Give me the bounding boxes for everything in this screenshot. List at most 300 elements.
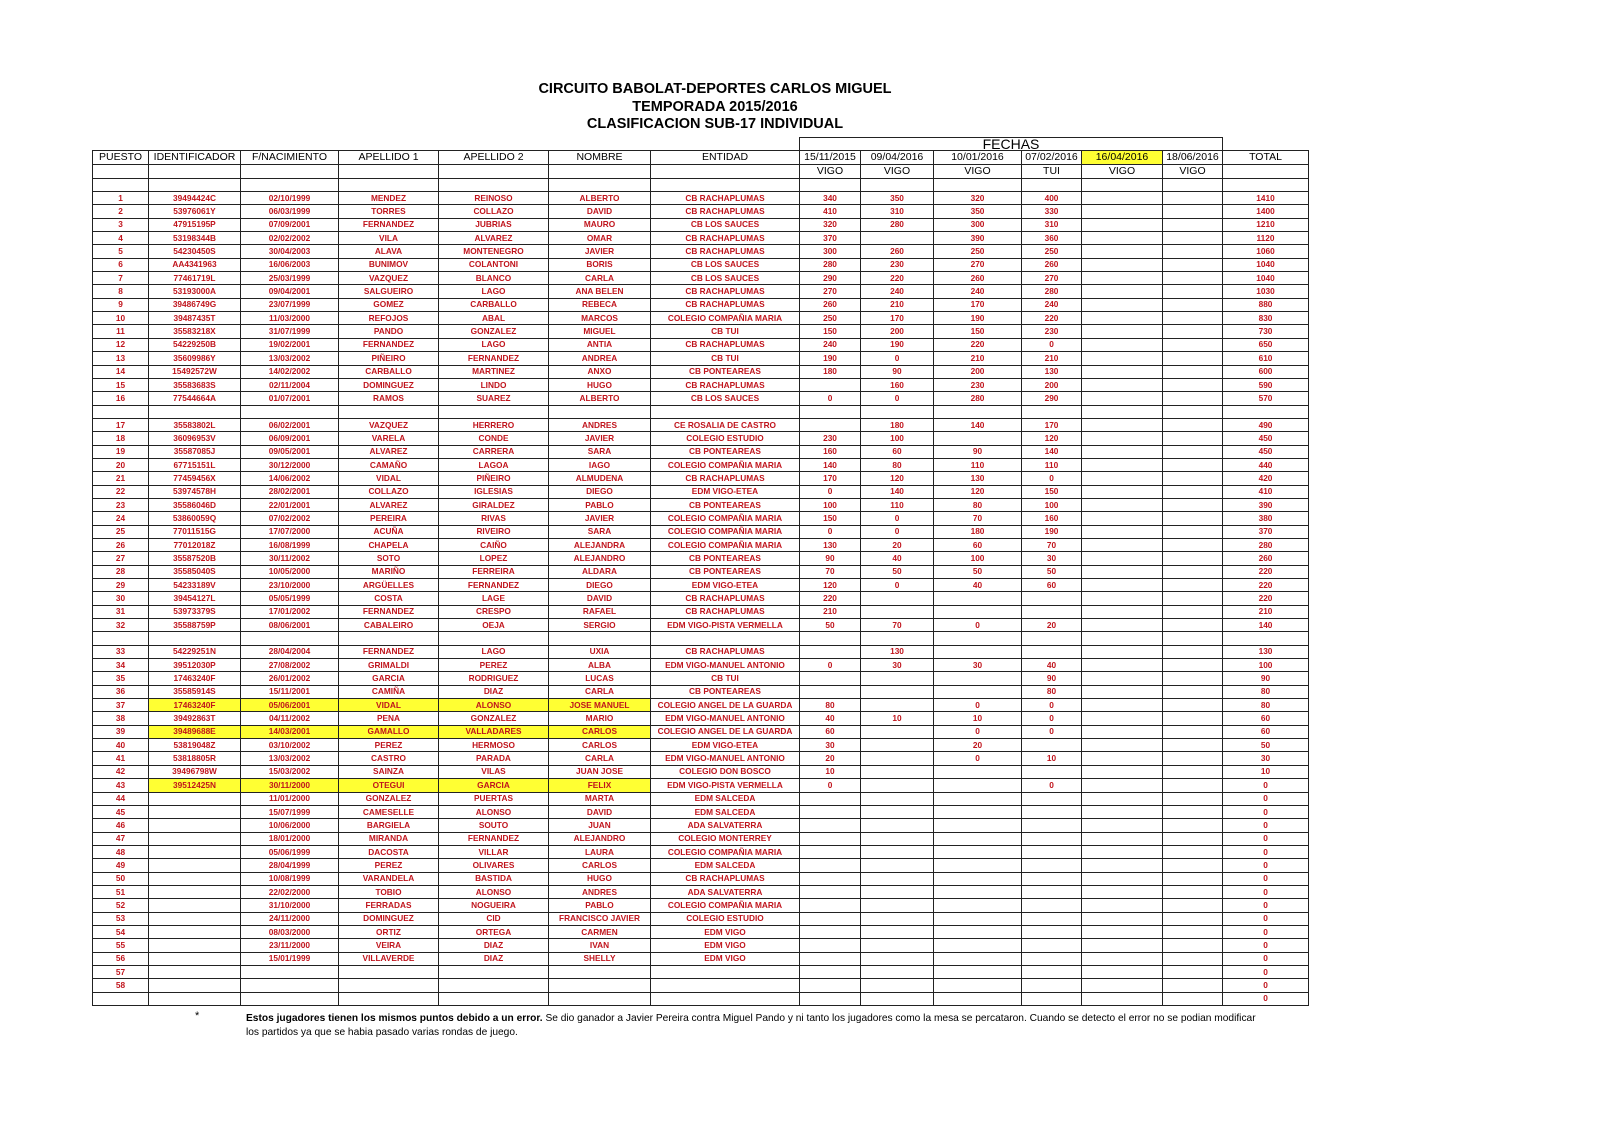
table-cell: ANDRES [549,885,651,898]
table-cell: 0 [800,779,861,792]
table-row [93,632,1309,645]
table-cell: 120 [934,485,1022,498]
table-cell: PEREZ [439,659,549,672]
table-cell: 11 [93,325,149,338]
table-cell: 0 [861,392,934,405]
table-cell: HUGO [549,872,651,885]
table-cell: 220 [861,272,934,285]
table-cell: 53973379S [149,605,241,618]
table-cell [861,805,934,818]
table-cell [1082,405,1163,418]
table-cell: COLLAZO [339,485,439,498]
table-cell: COLEGIO ANGEL DE LA GUARDA [651,699,800,712]
table-cell: 200 [934,365,1022,378]
table-cell: VEIRA [339,939,439,952]
table-cell [861,765,934,778]
table-cell [241,405,339,418]
table-cell [1082,205,1163,218]
table-cell: 880 [1223,298,1309,311]
empty-cell [549,165,651,178]
table-cell: 9 [93,298,149,311]
table-cell [1082,965,1163,978]
table-cell: ALEJANDRA [549,538,651,551]
table-cell [934,405,1022,418]
empty-cell [241,178,339,191]
table-cell: COLEGIO COMPAÑIA MARIA [651,312,800,325]
table-cell [1163,538,1223,551]
table-cell: CB RACHAPLUMAS [651,605,800,618]
table-cell: 230 [861,258,934,271]
table-cell: SERGIO [549,619,651,632]
table-cell [1163,925,1223,938]
table-row [93,445,1309,458]
empty-cell [651,178,800,191]
table-cell: CB TUI [651,352,800,365]
table-cell [861,685,934,698]
table-cell: PUERTAS [439,792,549,805]
table-cell [1082,645,1163,658]
table-cell [1163,205,1223,218]
table-cell: 13/03/2002 [241,352,339,365]
table-cell: 90 [1022,672,1082,685]
table-cell: 0 [934,619,1022,632]
table-cell: 40 [934,579,1022,592]
table-cell [800,819,861,832]
table-cell [1022,792,1082,805]
table-cell: GOMEZ [339,298,439,311]
table-cell [1163,752,1223,765]
table-cell [1163,445,1223,458]
table-cell [1082,192,1163,205]
table-cell: MIGUEL [549,325,651,338]
table-cell: SOUTO [439,819,549,832]
table-cell: 14/03/2001 [241,725,339,738]
table-cell [1163,232,1223,245]
table-cell: JUAN [549,819,651,832]
table-cell: 77544664A [149,392,241,405]
table-cell [934,965,1022,978]
table-cell [1082,432,1163,445]
table-cell [934,819,1022,832]
footnote-text: Se dio ganador a Javier Pereira contra Miguel Pando y ni tanto los jugadores como la mesa se percataron. Cuando se detecto el error no se podian modificar los partidos ya que se habia pasado varias rondas de juego. [246,1013,1256,1038]
table-row [93,779,1309,792]
table-row [93,485,1309,498]
table-cell [1163,779,1223,792]
table-row [93,325,1309,338]
table-cell: 220 [1022,312,1082,325]
table-cell: 0 [1022,699,1082,712]
table-cell [149,872,241,885]
table-cell: 200 [1022,378,1082,391]
table-cell: 47 [93,832,149,845]
table-cell: ALBERTO [549,392,651,405]
table-cell: ANA BELEN [549,285,651,298]
footnote [246,1012,1266,1039]
table-cell [1082,218,1163,231]
table-cell: 300 [934,218,1022,231]
table-cell: 110 [934,458,1022,471]
table-cell [1022,992,1082,1005]
table-cell: 46 [93,819,149,832]
table-cell [93,992,149,1005]
table-row [93,432,1309,445]
table-row [93,805,1309,818]
table-cell: 23/10/2000 [241,579,339,592]
table-cell: 310 [1022,218,1082,231]
table-cell [549,965,651,978]
table-cell [861,979,934,992]
table-cell [1163,605,1223,618]
table-cell: CB PONTEAREAS [651,365,800,378]
table-cell [1082,912,1163,925]
table-cell: 410 [1223,485,1309,498]
empty-cell [339,178,439,191]
table-cell: RIVAS [439,512,549,525]
table-cell: COLEGIO MONTERREY [651,832,800,845]
table-cell: 160 [800,445,861,458]
table-cell [1082,752,1163,765]
table-cell: COLANTONI [439,258,549,271]
table-cell [1082,458,1163,471]
table-cell: 240 [861,285,934,298]
table-cell: 830 [1223,312,1309,325]
table-cell: 210 [934,352,1022,365]
table-cell: 370 [1223,525,1309,538]
table-cell [1163,872,1223,885]
table-cell: CB PONTEAREAS [651,552,800,565]
table-cell [1082,939,1163,952]
table-cell [1163,298,1223,311]
table-cell: CB RACHAPLUMAS [651,192,800,205]
table-cell: COLEGIO ANGEL DE LA GUARDA [651,725,800,738]
table-row [93,925,1309,938]
table-cell: EDM VIGO-PISTA VERMELLA [651,779,800,792]
table-cell [1163,352,1223,365]
table-cell: 210 [1223,605,1309,618]
column-header: 07/02/2016 [1022,151,1082,165]
table-cell: FERRADAS [339,899,439,912]
table-cell: 11/03/2000 [241,312,339,325]
table-cell: 0 [1223,912,1309,925]
table-cell [549,632,651,645]
table-cell [1163,192,1223,205]
table-cell: 14/06/2002 [241,472,339,485]
table-cell: PARADA [439,752,549,765]
table-cell: ADA SALVATERRA [651,819,800,832]
table-cell: 60 [1022,579,1082,592]
table-cell: 230 [1022,325,1082,338]
table-cell [1082,992,1163,1005]
table-cell: 50 [800,619,861,632]
table-cell: OMAR [549,232,651,245]
table-cell: 10 [1223,765,1309,778]
table-cell [800,992,861,1005]
table-cell: 19/02/2001 [241,338,339,351]
table-cell [651,405,800,418]
table-cell: 0 [1022,472,1082,485]
table-cell [934,645,1022,658]
table-cell [439,405,549,418]
table-cell: 230 [934,378,1022,391]
table-cell: 31 [93,605,149,618]
table-cell: 90 [934,445,1022,458]
table-row [93,792,1309,805]
table-cell: 0 [800,485,861,498]
table-cell [861,739,934,752]
table-cell [934,992,1022,1005]
table-cell: 80 [800,699,861,712]
table-cell: 280 [1223,538,1309,551]
table-row [93,498,1309,511]
table-cell: 60 [1223,712,1309,725]
table-cell: 340 [800,192,861,205]
table-cell [149,885,241,898]
table-cell: DIAZ [439,939,549,952]
table-cell: 420 [1223,472,1309,485]
table-row [93,965,1309,978]
table-cell: 70 [800,565,861,578]
table-row [93,659,1309,672]
table-cell: CARLOS [549,725,651,738]
table-cell [1163,672,1223,685]
table-cell: TORRES [339,205,439,218]
table-cell: LAGOA [439,458,549,471]
table-cell [861,725,934,738]
column-header: 18/06/2016 [1163,151,1223,165]
table-cell [1163,312,1223,325]
table-cell: 26/01/2002 [241,672,339,685]
table-cell [800,845,861,858]
column-header: ENTIDAD [651,151,800,165]
table-cell [861,232,934,245]
table-cell: CARLA [549,272,651,285]
table-cell [93,632,149,645]
column-header: IDENTIFICADOR [149,151,241,165]
table-cell [934,952,1022,965]
table-cell: ALDARA [549,565,651,578]
table-cell [1082,872,1163,885]
table-cell: RAFAEL [549,605,651,618]
table-cell [1163,285,1223,298]
table-cell [1163,325,1223,338]
table-cell [651,992,800,1005]
table-cell: 39 [93,725,149,738]
table-cell: MIRANDA [339,832,439,845]
table-cell: EDM SALCEDA [651,859,800,872]
table-cell: 57 [93,965,149,978]
table-cell: ALVAREZ [339,498,439,511]
table-cell [1163,458,1223,471]
table-cell: 09/04/2001 [241,285,339,298]
table-cell: 240 [800,338,861,351]
table-cell: 28 [93,565,149,578]
table-cell: PABLO [549,498,651,511]
table-cell [1163,765,1223,778]
table-cell [1082,792,1163,805]
table-cell [934,925,1022,938]
table-cell: FERNANDEZ [439,832,549,845]
table-cell: 53860059Q [149,512,241,525]
empty-cell [651,165,800,178]
table-cell: 10 [1022,752,1082,765]
table-row [93,859,1309,872]
table-cell [149,912,241,925]
table-cell: 56 [93,952,149,965]
table-cell: CRESPO [439,605,549,618]
table-cell [800,405,861,418]
table-cell: 10/08/1999 [241,872,339,885]
table-cell: PEREZ [339,859,439,872]
table-cell: 38 [93,712,149,725]
table-cell: 20 [93,458,149,471]
table-cell: 40 [861,552,934,565]
table-cell [1163,418,1223,431]
table-cell: 48 [93,845,149,858]
table-cell: 42 [93,765,149,778]
table-cell: 60 [800,725,861,738]
table-cell [1163,965,1223,978]
table-cell: 77011515G [149,525,241,538]
table-cell: SAINZA [339,765,439,778]
table-row [93,979,1309,992]
table-cell: VARELA [339,432,439,445]
table-cell [861,832,934,845]
table-row [93,619,1309,632]
table-cell: CB RACHAPLUMAS [651,232,800,245]
table-cell: NOGUEIRA [439,899,549,912]
table-cell [800,645,861,658]
table-cell [1082,672,1163,685]
empty-cell [1022,178,1082,191]
table-cell: 250 [1022,245,1082,258]
table-cell: 260 [1223,552,1309,565]
table-cell: 37 [93,699,149,712]
table-cell: CE ROSALIA DE CASTRO [651,418,800,431]
table-cell: 0 [1223,992,1309,1005]
table-cell: 180 [800,365,861,378]
table-cell: 53974578H [149,485,241,498]
table-cell: 220 [800,592,861,605]
table-cell: 30 [1223,752,1309,765]
table-cell: 35587520B [149,552,241,565]
table-cell: 53976061Y [149,205,241,218]
table-cell [1082,312,1163,325]
table-cell: 210 [800,605,861,618]
table-cell: 47915195P [149,218,241,231]
table-cell [1082,338,1163,351]
table-cell [934,592,1022,605]
table-cell: 35583218X [149,325,241,338]
table-cell: COLEGIO ESTUDIO [651,432,800,445]
table-cell: CB RACHAPLUMAS [651,245,800,258]
table-cell: 320 [800,218,861,231]
table-cell: 10 [934,712,1022,725]
table-cell: PIÑEIRO [439,472,549,485]
table-cell: 17463240F [149,672,241,685]
table-cell: 1040 [1223,272,1309,285]
table-cell: 7 [93,272,149,285]
table-cell: 30 [1022,552,1082,565]
empty-cell [149,165,241,178]
empty-cell [339,165,439,178]
table-cell [1163,472,1223,485]
table-cell: 07/02/2002 [241,512,339,525]
table-cell: 60 [1223,725,1309,738]
table-row [93,552,1309,565]
table-cell [861,952,934,965]
table-cell: 290 [1022,392,1082,405]
table-cell [549,405,651,418]
table-cell: 53819048Z [149,739,241,752]
table-cell: 36 [93,685,149,698]
table-cell: MONTENEGRO [439,245,549,258]
table-cell: COSTA [339,592,439,605]
table-cell: 270 [800,285,861,298]
table-cell: CID [439,912,549,925]
table-cell [1082,832,1163,845]
table-cell [800,885,861,898]
table-cell: 19 [93,445,149,458]
table-cell: 24 [93,512,149,525]
table-cell: 0 [800,392,861,405]
table-cell [1163,725,1223,738]
table-cell [934,432,1022,445]
table-cell: 60 [934,538,1022,551]
table-cell: OEJA [439,619,549,632]
table-cell: CB RACHAPLUMAS [651,298,800,311]
table-cell: MARTINEZ [439,365,549,378]
table-row [93,725,1309,738]
table-cell [1163,899,1223,912]
table-row [93,392,1309,405]
table-cell: 240 [1022,298,1082,311]
table-row [93,565,1309,578]
table-cell: EDM VIGO-ETEA [651,579,800,592]
title-line-1: CIRCUITO BABOLAT-DEPORTES CARLOS MIGUEL [538,81,892,97]
table-cell: LAURA [549,845,651,858]
table-cell: ALONSO [439,805,549,818]
table-cell [1022,952,1082,965]
table-cell [1082,659,1163,672]
table-row [93,205,1309,218]
table-cell: SALGUEIRO [339,285,439,298]
table-cell: 0 [1022,712,1082,725]
table-cell: HUGO [549,378,651,391]
table-cell: 110 [1022,458,1082,471]
table-cell: JOSE MANUEL [549,699,651,712]
table-cell: MARIÑO [339,565,439,578]
table-cell [241,965,339,978]
table-cell [861,672,934,685]
table-cell: LAGE [439,592,549,605]
table-cell: 140 [934,418,1022,431]
empty-cell [241,165,339,178]
table-cell: ALVAREZ [339,445,439,458]
table-cell [149,832,241,845]
table-cell: 270 [934,258,1022,271]
table-cell: 05/06/2001 [241,699,339,712]
table-cell [1082,298,1163,311]
table-cell [934,939,1022,952]
table-cell: CAMESELLE [339,805,439,818]
table-cell: MENDEZ [339,192,439,205]
table-cell: 51 [93,885,149,898]
table-cell [861,752,934,765]
table-cell: 1060 [1223,245,1309,258]
table-cell: 24/11/2000 [241,912,339,925]
table-row [93,258,1309,271]
table-cell: FERNANDEZ [339,645,439,658]
